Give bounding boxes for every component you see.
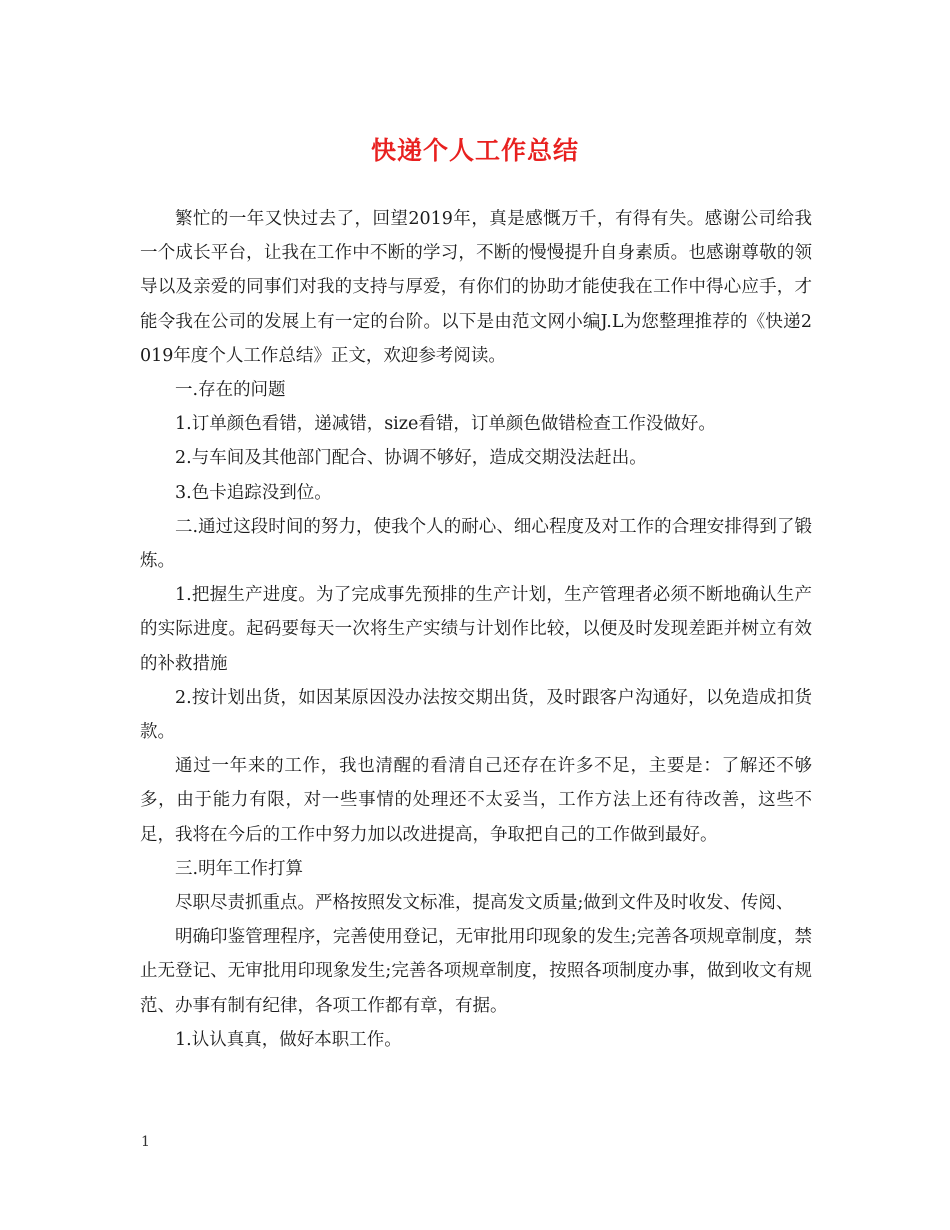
section-heading-problems: 一.存在的问题 (175, 380, 286, 401)
paragraph-problem-3: 3.色卡追踪没到位。 (175, 482, 332, 503)
paragraph-plan-seal: 明确印鉴管理程序，完善使用登记，无审批用印现象的发生;完善各项规章制度，禁止无登记、无审批用印现象发生;完善各项规章制度，按照各项制度办事，做到收文有规范、办事有制有纪律，各项工作都有章，有据。 (140, 927, 812, 1016)
paragraph-problem-1: 1.订单颜色看错，递减错，size看错，订单颜色做错检查工作没做好。 (175, 414, 716, 435)
paragraph-problem-2: 2.与车间及其他部门配合、协调不够好，造成交期没法赶出。 (175, 448, 647, 469)
page-number: 1 (141, 1134, 150, 1150)
section-heading-efforts: 二.通过这段时间的努力，使我个人的耐心、细心程度及对工作的合理安排得到了锻炼。 (140, 516, 812, 572)
paragraph-reflection: 通过一年来的工作，我也清醒的看清自己还存在许多不足，主要是：了解还不够多，由于能力有限，对一些事情的处理还不太妥当，工作方法上还有待改善，这些不足，我将在今后的工作中努力加以改进提高，争取把自己的工作做到最好。 (140, 756, 812, 845)
paragraph-effort-1: 1.把握生产进度。为了完成事先预排的生产计划，生产管理者必须不断地确认生产的实际进度。起码要每天一次将生产实绩与计划作比较，以便及时发现差距并树立有效的补救措施 (140, 585, 812, 674)
document-title: 快递个人工作总结 (370, 136, 579, 165)
paragraph-plan-1: 1.认认真真，做好本职工作。 (175, 1029, 402, 1050)
paragraph-intro: 繁忙的一年又快过去了，回望2019年，真是感慨万千，有得有失。感谢公司给我一个成长平台，让我在工作中不断的学习，不断的慢慢提升自身素质。也感谢尊敬的领导以及亲爱的同事们对我的支持与厚爱，有你们的协助才能使我在工作中得心应手，才能令我在公司的发展上有一定的台阶。以下是由范文网小编J.L为您整理推荐的《快递2019年度个人工作总结》正文，欢迎参考阅读。 (140, 209, 812, 366)
document-body (140, 202, 812, 1057)
paragraph-effort-2: 2.按计划出货，如因某原因没办法按交期出货，及时跟客户沟通好，以免造成扣货款。 (140, 687, 812, 743)
section-heading-plans: 三.明年工作打算 (175, 858, 304, 879)
paragraph-plan-focus: 尽职尽责抓重点。严格按照发文标准，提高发文质量;做到文件及时收发、传阅、 (175, 893, 794, 914)
